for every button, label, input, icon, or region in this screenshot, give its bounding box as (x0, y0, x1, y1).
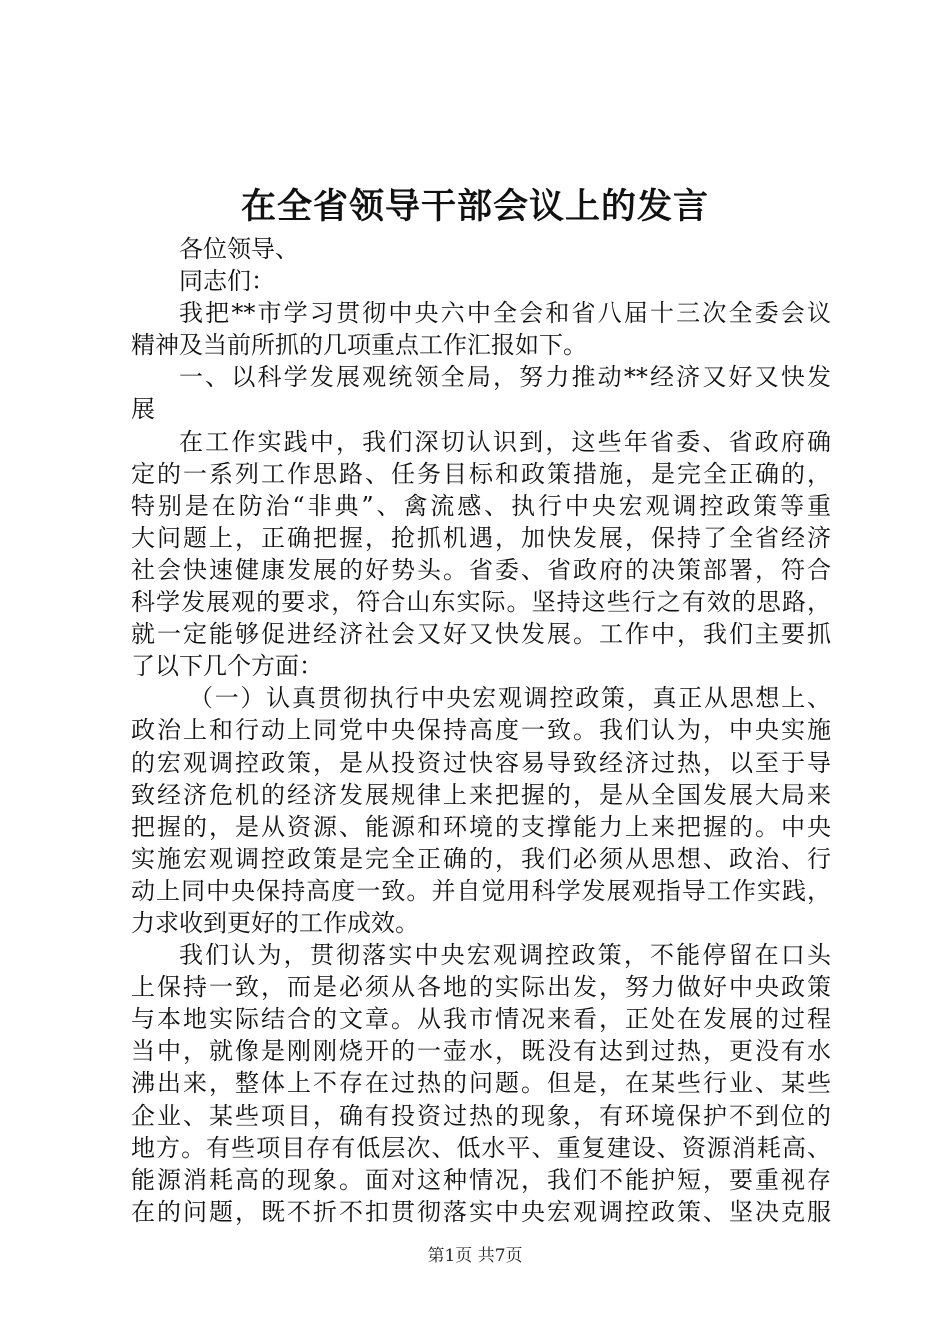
paragraph-line: 政治上和行动上同党中央保持高度一致。我们认为，中央实施 (131, 716, 831, 745)
paragraph-line: 定的一系列工作思路、任务目标和政策措施，是完全正确的， (131, 459, 831, 488)
paragraph-line: 力求收到更好的工作成效。 (131, 908, 419, 937)
paragraph-line: 了以下几个方面： (131, 652, 323, 681)
paragraph-line: 与本地实际结合的文章。从我市情况来看，正处在发展的过程 (131, 1005, 831, 1034)
paragraph-line: 就一定能够促进经济社会又好又快发展。工作中，我们主要抓 (131, 620, 831, 649)
paragraph-line: 在工作实践中，我们深切认识到，这些年省委、省政府确 (179, 427, 831, 456)
paragraph-line: 精神及当前所抓的几项重点工作汇报如下。 (131, 331, 587, 360)
paragraph-line: （一）认真贯彻执行中央宏观调控政策，真正从思想上、 (189, 684, 831, 713)
paragraph-line: 的宏观调控政策，是从投资过快容易导致经济过热，以至于导 (131, 748, 831, 777)
salutation-line: 各位领导、 (179, 235, 299, 263)
paragraph-line: 社会快速健康发展的好势头。省委、省政府的决策部署，符合 (131, 555, 831, 584)
document-body (131, 233, 831, 1228)
section-heading-line: 展 (131, 395, 155, 424)
paragraph-line: 沸出来，整体上不存在过热的问题。但是，在某些行业、某些 (131, 1069, 831, 1098)
paragraph-line: 我们认为，贯彻落实中央宏观调控政策，不能停留在口头 (179, 941, 831, 970)
paragraph-line: 特别是在防治“非典”、禽流感、执行中央宏观调控政策等重 (131, 491, 831, 520)
paragraph-line: 在的问题，既不折不扣贯彻落实中央宏观调控政策、坚决克服 (131, 1197, 831, 1226)
paragraph-line: 科学发展观的要求，符合山东实际。坚持这些行之有效的思路， (131, 588, 831, 617)
paragraph-line: 把握的，是从资源、能源和环境的支撑能力上来把握的。中央 (131, 812, 831, 841)
paragraph-line: 大问题上，正确把握，抢抓机遇，加快发展，保持了全省经济 (131, 523, 831, 552)
paragraph-line: 致经济危机的经济发展规律上来把握的，是从全国发展大局来 (131, 780, 831, 809)
paragraph-line: 我把**市学习贯彻中央六中全会和省八届十三次全委会议 (179, 299, 831, 328)
section-heading-line: 一、以科学发展观统领全局，努力推动**经济又好又快发 (179, 363, 831, 392)
paragraph-line: 动上同中央保持高度一致。并自觉用科学发展观指导工作实践， (131, 876, 831, 905)
paragraph-line: 能源消耗高的现象。面对这种情况，我们不能护短，要重视存 (131, 1165, 831, 1194)
paragraph-line: 当中，就像是刚刚烧开的一壶水，既没有达到过热，更没有水 (131, 1037, 831, 1066)
paragraph-line: 上保持一致，而是必须从各地的实际出发，努力做好中央政策 (131, 973, 831, 1002)
document-title: 在全省领导干部会议上的发言 (240, 186, 709, 227)
paragraph-line: 地方。有些项目存有低层次、低水平、重复建设、资源消耗高、 (131, 1133, 831, 1162)
salutation-line: 同志们： (179, 267, 275, 296)
paragraph-line: 企业、某些项目，确有投资过热的现象，有环境保护不到位的 (131, 1101, 831, 1130)
paragraph-line: 实施宏观调控政策是完全正确的，我们必须从思想、政治、行 (131, 844, 831, 873)
page-number: 第1页 共7页 (427, 1246, 523, 1266)
